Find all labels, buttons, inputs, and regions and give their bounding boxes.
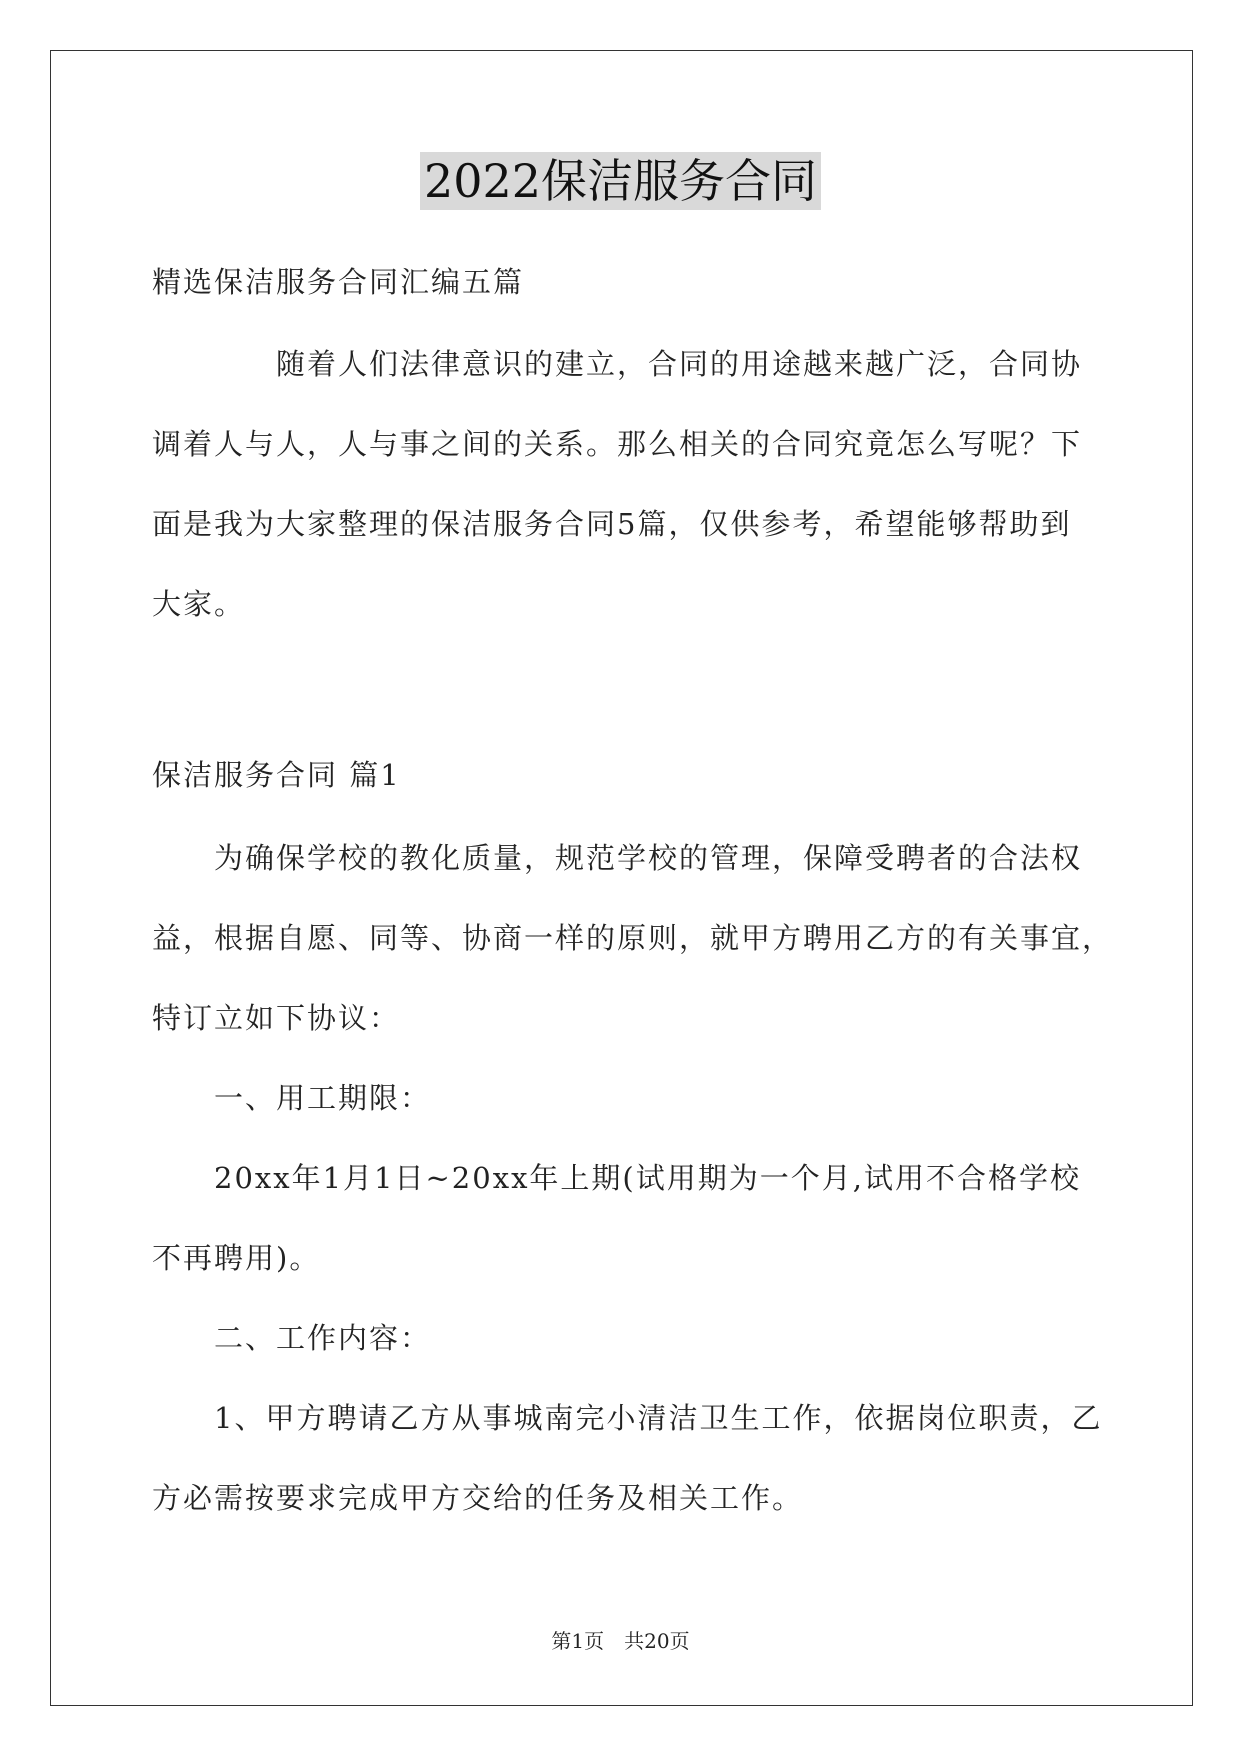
paragraph-line: 方必需按要求完成甲方交给的任务及相关工作。 — [152, 1481, 804, 1515]
paragraph-line: 调着人与人，人与事之间的关系。那么相关的合同究竟怎么写呢？下 — [152, 427, 1083, 461]
clause-heading: 二、工作内容： — [214, 1321, 432, 1355]
paragraph-line: 随着人们法律意识的建立，合同的用途越来越广泛，合同协 — [276, 347, 1083, 381]
page-footer: 第1页 共20页 — [551, 1629, 690, 1653]
paragraph-line: 面是我为大家整理的保洁服务合同5篇，仅供参考，希望能够帮助到 — [152, 507, 1072, 541]
paragraph-line: 20xx年1月1日~20xx年上期(试用期为一个月,试用不合格学校 — [214, 1161, 1081, 1195]
paragraph-line: 特订立如下协议： — [152, 1001, 401, 1035]
paragraph-line: 为确保学校的教化质量，规范学校的管理，保障受聘者的合法权 — [214, 841, 1083, 875]
title-container — [0, 152, 1241, 210]
clause-heading: 一、用工期限： — [214, 1081, 432, 1115]
paragraph-line: 1、甲方聘请乙方从事城南完小清洁卫生工作，依据岗位职责，乙 — [214, 1401, 1103, 1435]
document-title: 2022保洁服务合同 — [420, 152, 821, 210]
section-heading: 保洁服务合同 篇1 — [152, 758, 401, 792]
paragraph-line: 益，根据自愿、同等、协商一样的原则，就甲方聘用乙方的有关事宜， — [152, 921, 1114, 955]
paragraph-line: 大家。 — [152, 587, 246, 621]
subtitle-line: 精选保洁服务合同汇编五篇 — [152, 265, 525, 299]
paragraph-line: 不再聘用)。 — [152, 1241, 321, 1275]
